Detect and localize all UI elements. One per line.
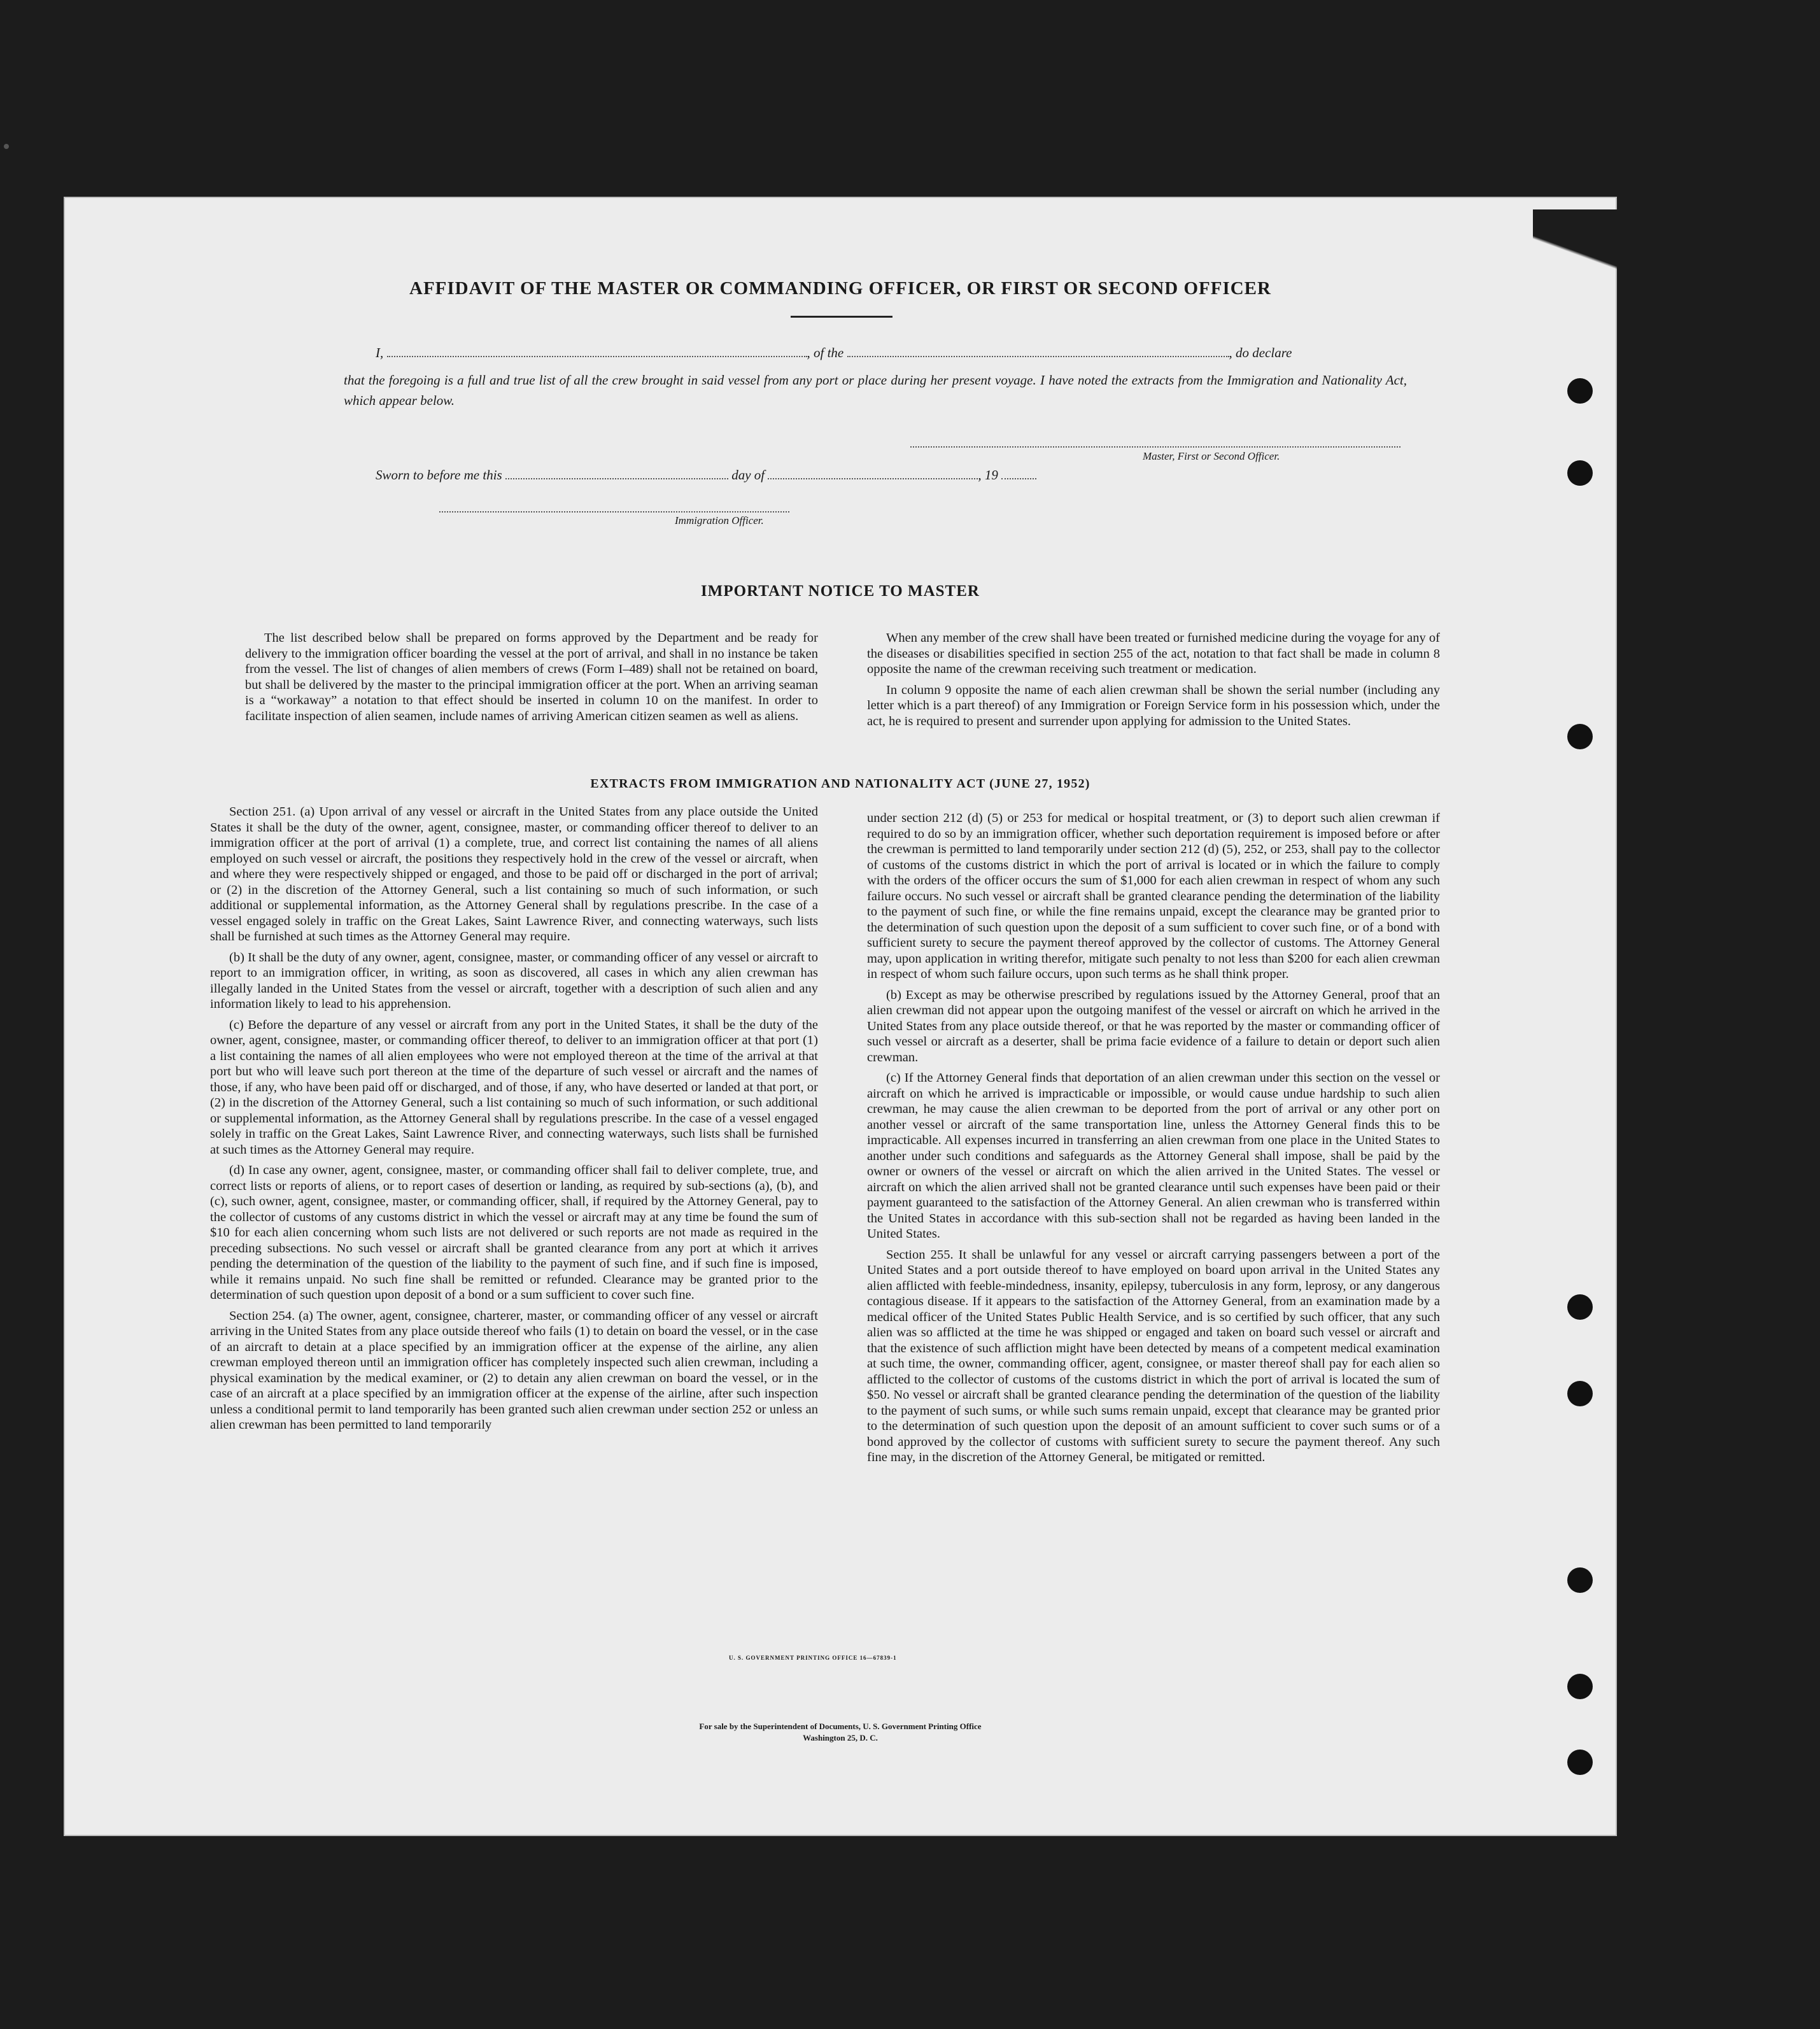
year-label: , 19: [978, 467, 998, 483]
scan-mark: [4, 144, 9, 149]
of-the-label: , of the: [807, 345, 844, 360]
extracts-right-column: [867, 810, 1440, 1471]
punch-hole: [1567, 378, 1593, 404]
extracts-left-column: [210, 804, 818, 1438]
punch-hole: [1567, 1294, 1593, 1320]
section-paragraph: Section 255. It shall be unlawful for any vessel or aircraft carrying passengers between a port of the United States and a port outside thereof to have employed on board upon arrival in the United States any alien afflicted with feeble-mindedness, insanity, epilepsy, tuberculosis in any form, leprosy, or any dangerous contagious disease. If it appears to the satisfaction of the Attorney General, from an examination made by a medical officer of the United States Public Health Service, and is so certified by such officer, that any such alien was so afflicted at the time he was shipped or engaged and taken on board such vessel or aircraft and that the existence of such affliction might have been detected by means of a competent medical examination at such time, the owner, commanding officer, agent, consignee, or master thereof shall pay for each alien so afflicted to the collector of customs of the customs district in which the port of arrival is located the sum of $50. No vessel or aircraft shall be granted clearance pending the determination of the question of the liability to the payment of such sums, or while such sums remain unpaid, except that clearance may be granted prior to the determination of such question upon the deposit of an amount sufficient to cover such sums or of a bond approved by the collector of customs with sufficient surety to secure the payment thereof. Any such fine may, in the discretion of the Attorney General, be mitigated or remitted.: [867, 1247, 1440, 1464]
declaration-text: that the foregoing is a full and true list of all the crew brought in said vessel from any port or place during her present voyage. I have noted the extracts from the Immigration and Nationality Act, which appear below.: [344, 372, 1407, 408]
sworn-year-blank[interactable]: [1001, 467, 1036, 479]
immigration-officer-caption: Immigration Officer.: [675, 514, 764, 527]
punch-hole: [1567, 1674, 1593, 1699]
vessel-blank[interactable]: [847, 344, 1229, 357]
punch-hole: [1567, 724, 1593, 749]
torn-corner: [1533, 209, 1622, 502]
name-blank[interactable]: [387, 344, 807, 357]
notice-paragraph: The list described below shall be prepared on forms approved by the Department and be ready for delivery to the immigration officer boarding the vessel at the port of arrival, and shall in no instance be taken from the vessel. The list of changes of alien members of crews (Form I–489) shall not be retained on board, but shall be delivered by the master to the principal immigration officer at the port. When an arriving seaman is a “workaway” a notation to that effect should be inserted in column 10 on the manifest. In order to facilitate inspection of alien seamen, include names of arriving American citizen seamen as well as aliens.: [245, 631, 818, 723]
punch-hole: [1567, 1381, 1593, 1406]
punch-hole: [1567, 1750, 1593, 1775]
sale-notice-line2: Washington 25, D. C.: [803, 1733, 878, 1743]
section-paragraph: (c) If the Attorney General finds that deportation of an alien crewman under this section on the vessel or aircraft on which he arrived is impracticable or impossible, or would cause undue hardship to such alien crewman, he may cause the alien crewman to be deported from the port of arrival or any other port on another vessel or aircraft of the same transportation line, unless the Attorney General finds this to be impracticable. All expenses incurred in transferring an alien crewman from one place in the United States to another under such conditions and safeguards as the Attorney General shall impose, shall be paid by the owner or owners of the vessel or aircraft on which the alien arrived in the United States. The vessel or aircraft on which the alien arrived shall not be granted clearance until such expenses have been paid or their payment guaranteed to the satisfaction of the Attorney General. An alien crewman who is transferred within the United States in accordance with this sub-section shall not be regarded as having been landed in the United States.: [867, 1071, 1440, 1241]
sale-notice-line1: For sale by the Superintendent of Documents, U. S. Government Printing Office: [699, 1721, 982, 1731]
section-paragraph: under section 212 (d) (5) or 253 for medical or hospital treatment, or (3) to deport such alien crewman if required to do so by an immigration officer, whether such deportation requirement is imposed before or after the crewman is permitted to land temporarily under section 212 (d) (5), 252, or 253, shall pay to the collector of customs of the customs district in which the port of arrival is located or in which the failure to comply with the orders of the officer occurs the sum of $1,000 for each alien crewman in respect of whom any such failure occurs. No such vessel or aircraft shall be granted clearance pending the determination of the liability to the payment of such fine, or while the fine remains unpaid, except the clearance may be granted prior to the determination of such question upon the deposit of a sum sufficient to cover such fine, or of a bond with sufficient surety to secure the payment thereof approved by the collector of customs. The Attorney General may, upon application in writing therefor, mitigate such penalty to not less than $200 for each alien crewman in respect of whom such failure occurs, upon such terms as he shall think proper.: [867, 811, 1440, 981]
title-underline: [791, 316, 892, 318]
sworn-line: [376, 467, 1036, 483]
day-of-label: day of: [731, 467, 765, 483]
sworn-day-blank[interactable]: [505, 467, 728, 479]
sworn-label: Sworn to before me this: [376, 467, 502, 483]
notice-paragraph: In column 9 opposite the name of each alien crewman shall be shown the serial number (including any letter which is a part thereof) of any Immigration or Foreign Service form in his possession which, under the act, he is required to present and surrender upon applying for admission to the United States.: [867, 682, 1440, 728]
i-label: I,: [376, 345, 384, 360]
notice-left-column: [245, 630, 818, 729]
punch-hole: [1567, 460, 1593, 486]
do-declare-label: , do declare: [1229, 345, 1292, 360]
section-paragraph: (b) It shall be the duty of any owner, agent, consignee, master, or commanding officer of any vessel or aircraft to report to an immigration officer, in writing, as soon as discovered, all cases in which any alien crewman has illegally landed in the United States from the vessel or aircraft, together with a description of such alien and any information likely to lead to his apprehension.: [210, 950, 818, 1011]
affidavit-title: AFFIDAVIT OF THE MASTER OR COMMANDING OFFICER, OR FIRST OR SECOND OFFICER: [409, 278, 1271, 299]
notice-right-column: [867, 630, 1440, 734]
notice-paragraph: When any member of the crew shall have been treated or furnished medicine during the voyage for any of the diseases or disabilities specified in section 255 of the act, notation to that fact shall be made in column 8 opposite the name of the crewman receiving such treatment or medication.: [867, 631, 1440, 676]
section-paragraph: (c) Before the departure of any vessel or aircraft from any port in the United States, it shall be the duty of the owner, agent, consignee, master, or commanding officer thereof, to deliver to an immigration officer at that port (1) a list containing the names of all alien employees who were not employed thereon at the time of the arrival at that port but who will leave such port thereon at the time of the departure of such vessel or aircraft and the names of those, if any, who have been paid off or discharged, and of those, if any, who have deserted or landed at that port, or (2) in the discretion of the Attorney General, such a list containing so much of such information, or such additional or supplemental information, as the Attorney General shall by regulations prescribe. In the case of a vessel engaged solely in traffic on the Great Lakes, Saint Lawrence River, and connecting waterways, such lists shall be furnished at such times as the Attorney General may require.: [210, 1017, 818, 1157]
gpo-imprint: U. S. GOVERNMENT PRINTING OFFICE 16—67839-1: [729, 1655, 897, 1661]
master-signature-line[interactable]: [910, 446, 1400, 448]
sworn-month-blank[interactable]: [768, 467, 978, 479]
extracts-title: EXTRACTS FROM IMMIGRATION AND NATIONALITY ACT (JUNE 27, 1952): [590, 777, 1090, 791]
form-page: [64, 197, 1617, 1836]
master-caption: Master, First or Second Officer.: [1143, 450, 1280, 462]
section-paragraph: Section 254. (a) The owner, agent, consignee, charterer, master, or commanding officer of any vessel or aircraft arriving in the United States from any place outside thereof who fails (1) to detain on board the vessel, or in the case of an aircraft to detain at a place specified by an immigration officer at the expense of the airline, any alien crewman employed thereon until an immigration officer has completely inspected such alien crewman, including a physical examination by the medical examiner, or (2) to detain any alien crewman on board the vessel, or in the case of an aircraft at a place specified by an immigration officer at the expense of the airline, after such inspection unless a conditional permit to land temporarily has been granted such alien crewman under section 252 or unless an alien crewman has been permitted to land temporarily: [210, 1308, 818, 1432]
affidavit-declare-line: [376, 344, 1292, 361]
notice-title: IMPORTANT NOTICE TO MASTER: [701, 583, 980, 600]
section-paragraph: (b) Except as may be otherwise prescribed by regulations issued by the Attorney General, proof that an alien crewman did not appear upon the outgoing manifest of the vessel or aircraft on which he arrived in the United States from any place outside thereof, or that he was reported by the master or commanding officer of such vessel or aircraft as a deserter, shall be prima facie evidence of a failure to detain or deport such alien crewman.: [867, 987, 1440, 1064]
section-paragraph: (d) In case any owner, agent, consignee, master, or commanding officer shall fail to deliver complete, true, and correct lists or reports of aliens, or to report cases of desertion or landing, as required by sub-sections (a), (b), and (c), such owner, agent, consignee, master, or commanding officer, shall, if required by the Attorney General, pay to the collector of customs of any customs district in which the vessel or aircraft may at any time be found the sum of $10 for each alien concerning whom such lists are not delivered or such reports are not made as required in the preceding subsections. No such vessel or aircraft shall be granted clearance from any port at which it arrives pending the determination of the question of the liability to the payment of such fine, and if such fine is imposed, while it remains unpaid. No such fine shall be remitted or refunded. Clearance may be granted prior to the determination of such question upon deposit of a bond or a sum sufficient to cover such fine.: [210, 1163, 818, 1302]
punch-hole: [1567, 1567, 1593, 1593]
immigration-officer-signature-line[interactable]: [439, 511, 789, 513]
section-paragraph: Section 251. (a) Upon arrival of any vessel or aircraft in the United States from any place outside the United States it shall be the duty of the owner, agent, consignee, master, or commanding officer thereof to deliver to an immigration officer at the port of arrival (1) a complete, true, and correct list containing the names of all aliens employed on such vessel or aircraft, the positions they respectively hold in the crew of the vessel or aircraft, when and where they were respectively shipped or engaged, and those to be paid off or discharged in the port of arrival; or (2) in the discretion of the Attorney General, such a list containing so much of such information, or such additional or supplemental information, as the Attorney General shall by regulations prescribe. In the case of a vessel engaged solely in traffic on the Great Lakes, Saint Lawrence River, and connecting waterways, such lists shall be furnished at such times as the Attorney General may require.: [210, 805, 818, 944]
